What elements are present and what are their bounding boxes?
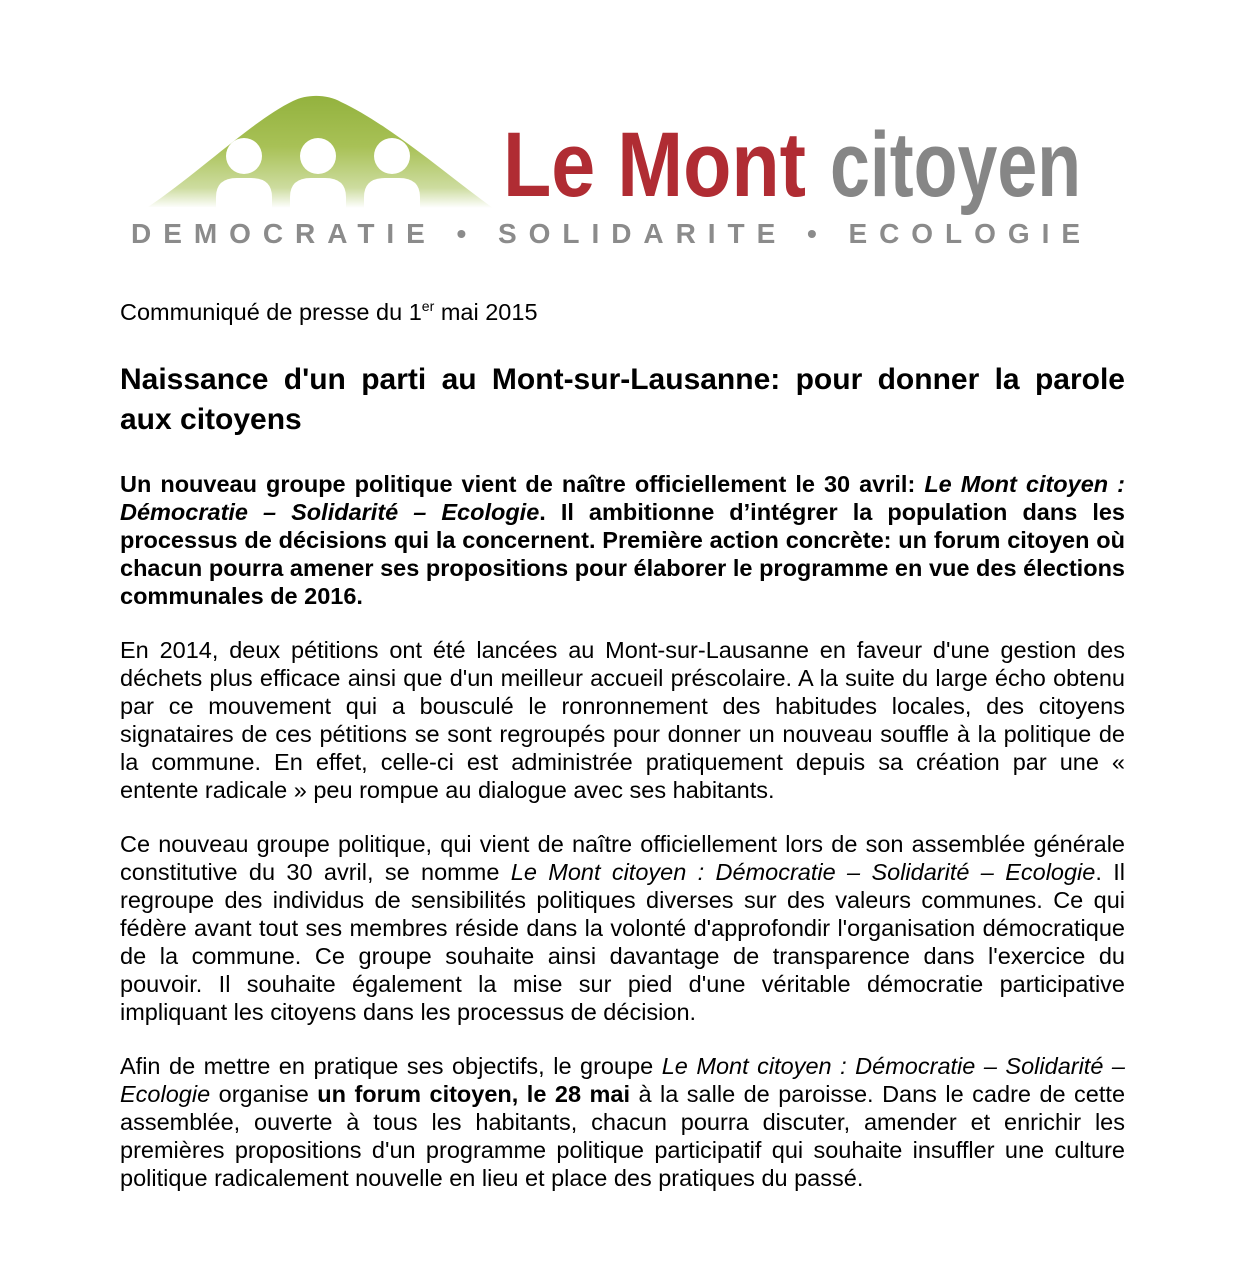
logo (0, 0, 1239, 270)
dateline: Communiqué de presse du 1er mai 2015 (120, 298, 538, 325)
article-heading: Naissance d'un parti au Mont-sur-Lausanne: pour donner la parole aux citoyens (120, 363, 1125, 436)
person-body-icon (364, 178, 420, 212)
logo-tagline: DEMOCRATIE • SOLIDARITE • ECOLOGIE (131, 218, 1081, 249)
brand-title-primary: Le Mont (503, 114, 806, 216)
person-head-icon (300, 138, 336, 174)
person-body-icon (216, 178, 272, 212)
person-head-icon (374, 138, 410, 174)
body-paragraph: En 2014, deux pétitions ont été lancées au Mont-sur-Lausanne en faveur d'une gestion des déchets plus efficace ainsi que d'un meilleur accueil préscolaire. A la suite du large écho obtenu par ce mouvement qui a bousculé le ronronnement des habitudes locales, des citoyens signataires de ces pétitions se sont regroupés pour donner un nouveau souffle à la politique de la commune. En effet, celle-ci est administrée pratiquement depuis sa création par une « entente radicale » peu rompue au dialogue avec ses habitants. (120, 637, 1125, 803)
person-head-icon (226, 138, 262, 174)
person-body-icon (290, 178, 346, 212)
body-paragraph: Afin de mettre en pratique ses objectifs, le groupe Le Mont citoyen : Démocratie – Solidarité – Ecologie organise un forum citoyen, le 28 mai à la salle de paroisse. Dans le cadre de cette assemblée, ouverte à tous les habitants, chacun pourra discuter, amender et enrichir les premières propositions d'un programme politique participatif qui souhaite insuffler une culture politique radicalement nouvelle en lieu et place des pratiques du passé. (120, 1053, 1126, 1191)
brand-title-secondary: citoyen (830, 114, 1081, 216)
article (120, 298, 1125, 1192)
lead-paragraph: Un nouveau groupe politique vient de naître officiellement le 30 avril: Le Mont citoyen : Démocratie – Solidarité – Ecologie. Il ambitionne d’intégrer la population dans les processus de décisions qui la concernent. Première action concrète: un forum citoyen où chacun pourra amener ses propositions pour élaborer le programme en vue des élections communales de 2016. (120, 471, 1125, 609)
body-paragraph: Ce nouveau groupe politique, qui vient de naître officiellement lors de son assemblée générale constitutive du 30 avril, se nomme Le Mont citoyen : Démocratie – Solidarité – Ecologie. Il regroupe des individus de sensibilités politiques diverses sur des valeurs communes. Ce qui fédère avant tout ses membres réside dans la volonté d'approfondir l'organisation démocratique de la commune. Ce groupe souhaite ainsi davantage de transparence dans l'exercice du pouvoir. Il souhaite également la mise sur pied d'une véritable démocratie participative impliquant les citoyens dans les processus de décision. (120, 831, 1125, 1025)
